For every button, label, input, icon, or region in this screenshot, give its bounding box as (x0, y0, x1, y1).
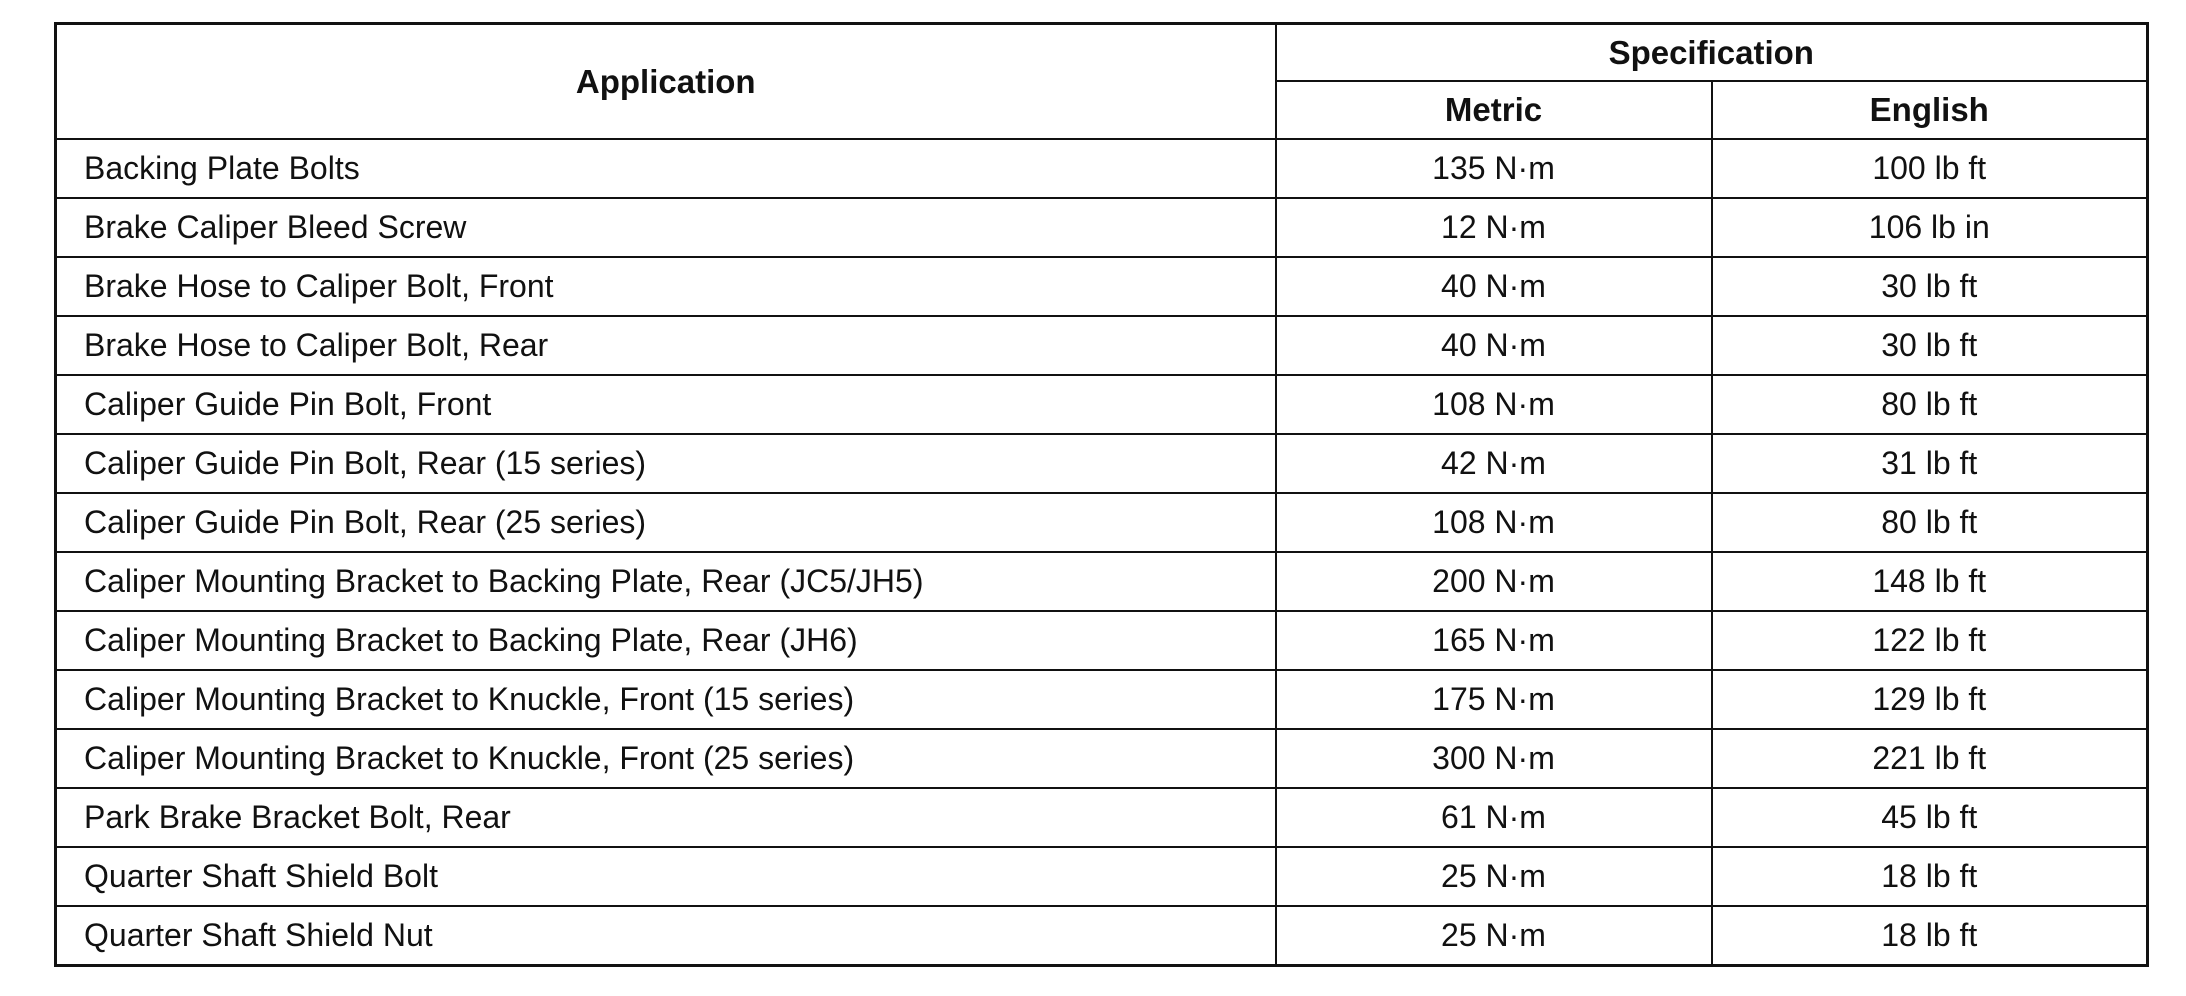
cell-english: 31 lb ft (1712, 434, 2148, 493)
cell-english: 18 lb ft (1712, 847, 2148, 906)
cell-application: Quarter Shaft Shield Bolt (56, 847, 1276, 906)
cell-application: Caliper Guide Pin Bolt, Front (56, 375, 1276, 434)
cell-metric: 12 N·m (1276, 198, 1712, 257)
cell-english: 30 lb ft (1712, 316, 2148, 375)
table-row (56, 847, 2148, 906)
table-row (56, 493, 2148, 552)
cell-metric: 25 N·m (1276, 906, 1712, 966)
cell-english: 30 lb ft (1712, 257, 2148, 316)
cell-application: Caliper Mounting Bracket to Backing Plate, Rear (JC5/JH5) (56, 552, 1276, 611)
table-row (56, 257, 2148, 316)
table-row (56, 670, 2148, 729)
cell-metric: 42 N·m (1276, 434, 1712, 493)
table-row (56, 788, 2148, 847)
cell-english: 18 lb ft (1712, 906, 2148, 966)
cell-english: 148 lb ft (1712, 552, 2148, 611)
table-row (56, 375, 2148, 434)
cell-english: 80 lb ft (1712, 375, 2148, 434)
cell-english: 122 lb ft (1712, 611, 2148, 670)
cell-english: 80 lb ft (1712, 493, 2148, 552)
fastener-spec-table (54, 22, 2149, 967)
table-row (56, 316, 2148, 375)
cell-metric: 175 N·m (1276, 670, 1712, 729)
cell-application: Caliper Mounting Bracket to Knuckle, Front (15 series) (56, 670, 1276, 729)
table-row (56, 198, 2148, 257)
header-row-top (56, 24, 2148, 82)
cell-metric: 108 N·m (1276, 375, 1712, 434)
cell-metric: 200 N·m (1276, 552, 1712, 611)
table-row (56, 729, 2148, 788)
cell-metric: 61 N·m (1276, 788, 1712, 847)
cell-metric: 40 N·m (1276, 257, 1712, 316)
cell-english: 45 lb ft (1712, 788, 2148, 847)
cell-english: 106 lb in (1712, 198, 2148, 257)
cell-application: Brake Hose to Caliper Bolt, Rear (56, 316, 1276, 375)
cell-application: Caliper Mounting Bracket to Knuckle, Front (25 series) (56, 729, 1276, 788)
cell-metric: 25 N·m (1276, 847, 1712, 906)
cell-application: Backing Plate Bolts (56, 139, 1276, 198)
cell-application: Quarter Shaft Shield Nut (56, 906, 1276, 966)
table-row (56, 906, 2148, 966)
table-row (56, 139, 2148, 198)
cell-application: Brake Caliper Bleed Screw (56, 198, 1276, 257)
cell-application: Caliper Mounting Bracket to Backing Plate, Rear (JH6) (56, 611, 1276, 670)
cell-application: Brake Hose to Caliper Bolt, Front (56, 257, 1276, 316)
cell-metric: 40 N·m (1276, 316, 1712, 375)
table-row (56, 434, 2148, 493)
cell-application: Caliper Guide Pin Bolt, Rear (25 series) (56, 493, 1276, 552)
cell-english: 100 lb ft (1712, 139, 2148, 198)
cell-metric: 300 N·m (1276, 729, 1712, 788)
table-row (56, 611, 2148, 670)
cell-metric: 108 N·m (1276, 493, 1712, 552)
column-header-specification: Specification (1276, 24, 2148, 82)
column-header-metric: Metric (1276, 81, 1712, 139)
cell-english: 221 lb ft (1712, 729, 2148, 788)
table-row (56, 552, 2148, 611)
cell-metric: 165 N·m (1276, 611, 1712, 670)
cell-application: Park Brake Bracket Bolt, Rear (56, 788, 1276, 847)
cell-metric: 135 N·m (1276, 139, 1712, 198)
cell-application: Caliper Guide Pin Bolt, Rear (15 series) (56, 434, 1276, 493)
column-header-english: English (1712, 81, 2148, 139)
column-header-application: Application (56, 24, 1276, 140)
cell-english: 129 lb ft (1712, 670, 2148, 729)
